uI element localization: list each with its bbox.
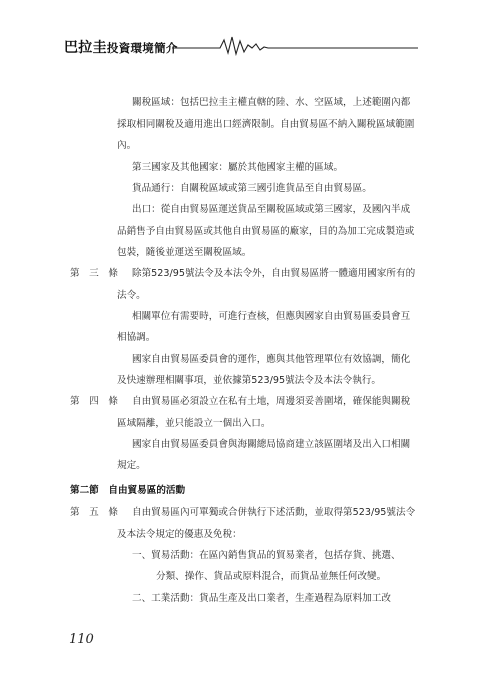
header-title-country: 巴拉圭 bbox=[64, 40, 107, 56]
article-label: 第 三 條 bbox=[70, 268, 118, 279]
text-line: 二、工業活動：貨品生產及出口業者，生產過程為原料加工改 bbox=[132, 593, 392, 604]
text-line: 及本法令規定的優惠及免稅： bbox=[117, 529, 242, 540]
text-line: 除第523/95號法令及本法令外，自由貿易區將一體適用國家所有的 bbox=[132, 268, 416, 279]
text-line: 出口：從自由貿易區運送貨品至關稅區域或第三國家，及國內半成 bbox=[132, 204, 411, 215]
text-line: 一、貿易活動：在區內銷售貨品的貿易業者，包括存貨、挑選、 bbox=[132, 550, 401, 561]
section-heading: 第二節 自由貿易區的活動 bbox=[70, 485, 186, 496]
text-line: 相協調。 bbox=[117, 332, 156, 343]
text-line: 內。 bbox=[117, 140, 137, 151]
text-line: 國家自由貿易區委員會的運作，應與其他管理單位有效協調，簡化 bbox=[132, 354, 411, 365]
text-line: 包裝，隨後並運送至關稅區域。 bbox=[117, 247, 252, 258]
header-title-subject: 投資環境簡介 bbox=[106, 41, 178, 55]
page-number: 110 bbox=[69, 632, 94, 647]
text-line: 品銷售予自由貿易區或其他自由貿易區的廠家，目的為加工完成製造或 bbox=[117, 226, 415, 237]
text-line: 關稅區域：包括巴拉圭主權直轄的陸、水、空區域，上述範圍內都 bbox=[132, 97, 411, 108]
text-line: 分類、操作、貨品或原料混合，而貨品並無任何改變。 bbox=[156, 571, 387, 582]
text-line: 區域隔離，並只能設立一個出入口。 bbox=[117, 418, 271, 429]
header-wave-rule-icon bbox=[64, 34, 418, 56]
text-line: 自由貿易區必須設立在私有土地，周邊須妥善圍堵，確保能與關稅 bbox=[132, 396, 411, 407]
article-label: 第 四 條 bbox=[70, 396, 118, 407]
text-line: 相關單位有需要時，可進行查核，但應與國家自由貿易區委員會互 bbox=[132, 311, 411, 322]
text-line: 國家自由貿易區委員會與海關總局協商建立該區圍堵及出入口相關 bbox=[132, 439, 411, 450]
text-line: 第三國家及其他國家：屬於其他國家主權的區域。 bbox=[132, 162, 344, 173]
text-line: 規定。 bbox=[117, 460, 146, 471]
text-line: 採取相同關稅及適用進出口經濟限制。自由貿易區不納入關稅區域範圍 bbox=[117, 119, 415, 130]
article-label: 第 五 條 bbox=[70, 507, 118, 518]
text-line: 法令。 bbox=[117, 290, 146, 301]
text-line: 自由貿易區內可單獨或合併執行下述活動，並取得第523/95號法令 bbox=[132, 507, 416, 518]
text-line: 及快速辦理相關事項，並依據第523/95號法令及本法令執行。 bbox=[117, 375, 382, 386]
text-line: 貨品通行：自關稅區域或第三國引進貨品至自由貿易區。 bbox=[132, 183, 372, 194]
running-header bbox=[64, 34, 418, 56]
